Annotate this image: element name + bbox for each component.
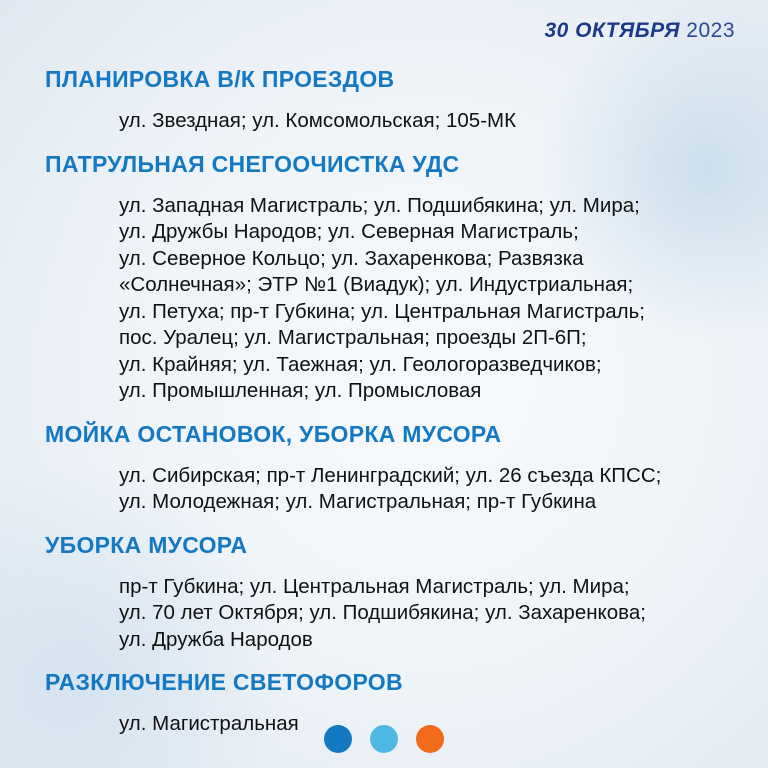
street-line: ул. Молодежная; ул. Магистральная; пр-т Губкина xyxy=(119,490,597,513)
street-line: ул. Петуха; пр-т Губкина; ул. Центральная Магистраль; xyxy=(119,299,645,323)
decorative-dots xyxy=(324,725,444,753)
date-header xyxy=(544,19,735,43)
street-list xyxy=(119,193,745,405)
street-list xyxy=(119,463,745,516)
street-list xyxy=(119,574,745,654)
section-title: РАЗКЛЮЧЕНИЕ СВЕТОФОРОВ xyxy=(45,669,403,695)
section-patrol-snow-clearing xyxy=(45,149,745,405)
street-line: пр-т Губкина; ул. Центральная Магистраль; ул. Мира; xyxy=(119,574,630,598)
street-line: ул. Сибирская; пр-т Ленинградский; ул. 26 съезда КПСС; xyxy=(119,463,662,487)
section-garbage-collection xyxy=(45,530,745,654)
section-title: УБОРКА МУСОРА xyxy=(45,531,248,558)
section-driveway-planning xyxy=(45,64,745,135)
street-line: ул. Звездная; ул. Комсомольская; 105-МК xyxy=(119,109,517,132)
section-title: МОЙКА ОСТАНОВОК, УБОРКА МУСОРА xyxy=(45,420,502,447)
street-line: ул. 70 лет Октября; ул. Подшибякина; ул. Захаренкова; xyxy=(119,601,646,624)
section-title: ПЛАНИРОВКА В/К ПРОЕЗДОВ xyxy=(45,66,395,92)
street-line: ул. Дружбы Народов; ул. Северная Магистраль; xyxy=(119,220,579,243)
street-line: пос. Уралец; ул. Магистральная; проезды 2П-6П; xyxy=(119,326,587,349)
section-title: ПАТРУЛЬНАЯ СНЕГООЧИСТКА УДС xyxy=(45,150,460,177)
blue-dot xyxy=(324,725,352,753)
street-line: ул. Западная Магистраль; ул. Подшибякина; ул. Мира; xyxy=(119,193,640,217)
orange-dot xyxy=(416,725,444,753)
light-blue-dot xyxy=(370,725,398,753)
street-line: ул. Магистральная xyxy=(119,712,299,735)
sections-container xyxy=(45,64,745,752)
date-day-month: 30 ОКТЯБРЯ xyxy=(544,19,680,42)
street-line: ул. Дружба Народов xyxy=(119,627,313,651)
date-year: 2023 xyxy=(686,19,735,42)
street-line: ул. Крайняя; ул. Таежная; ул. Геологоразведчиков; xyxy=(119,352,602,376)
street-line: ул. Северное Кольцо; ул. Захаренкова; Развязка xyxy=(119,246,584,270)
section-stop-washing xyxy=(45,419,745,516)
street-list xyxy=(119,108,745,135)
street-line: «Солнечная»; ЭТР №1 (Виадук); ул. Индустриальная; xyxy=(119,273,634,296)
street-line: ул. Промышленная; ул. Промысловая xyxy=(119,379,482,402)
